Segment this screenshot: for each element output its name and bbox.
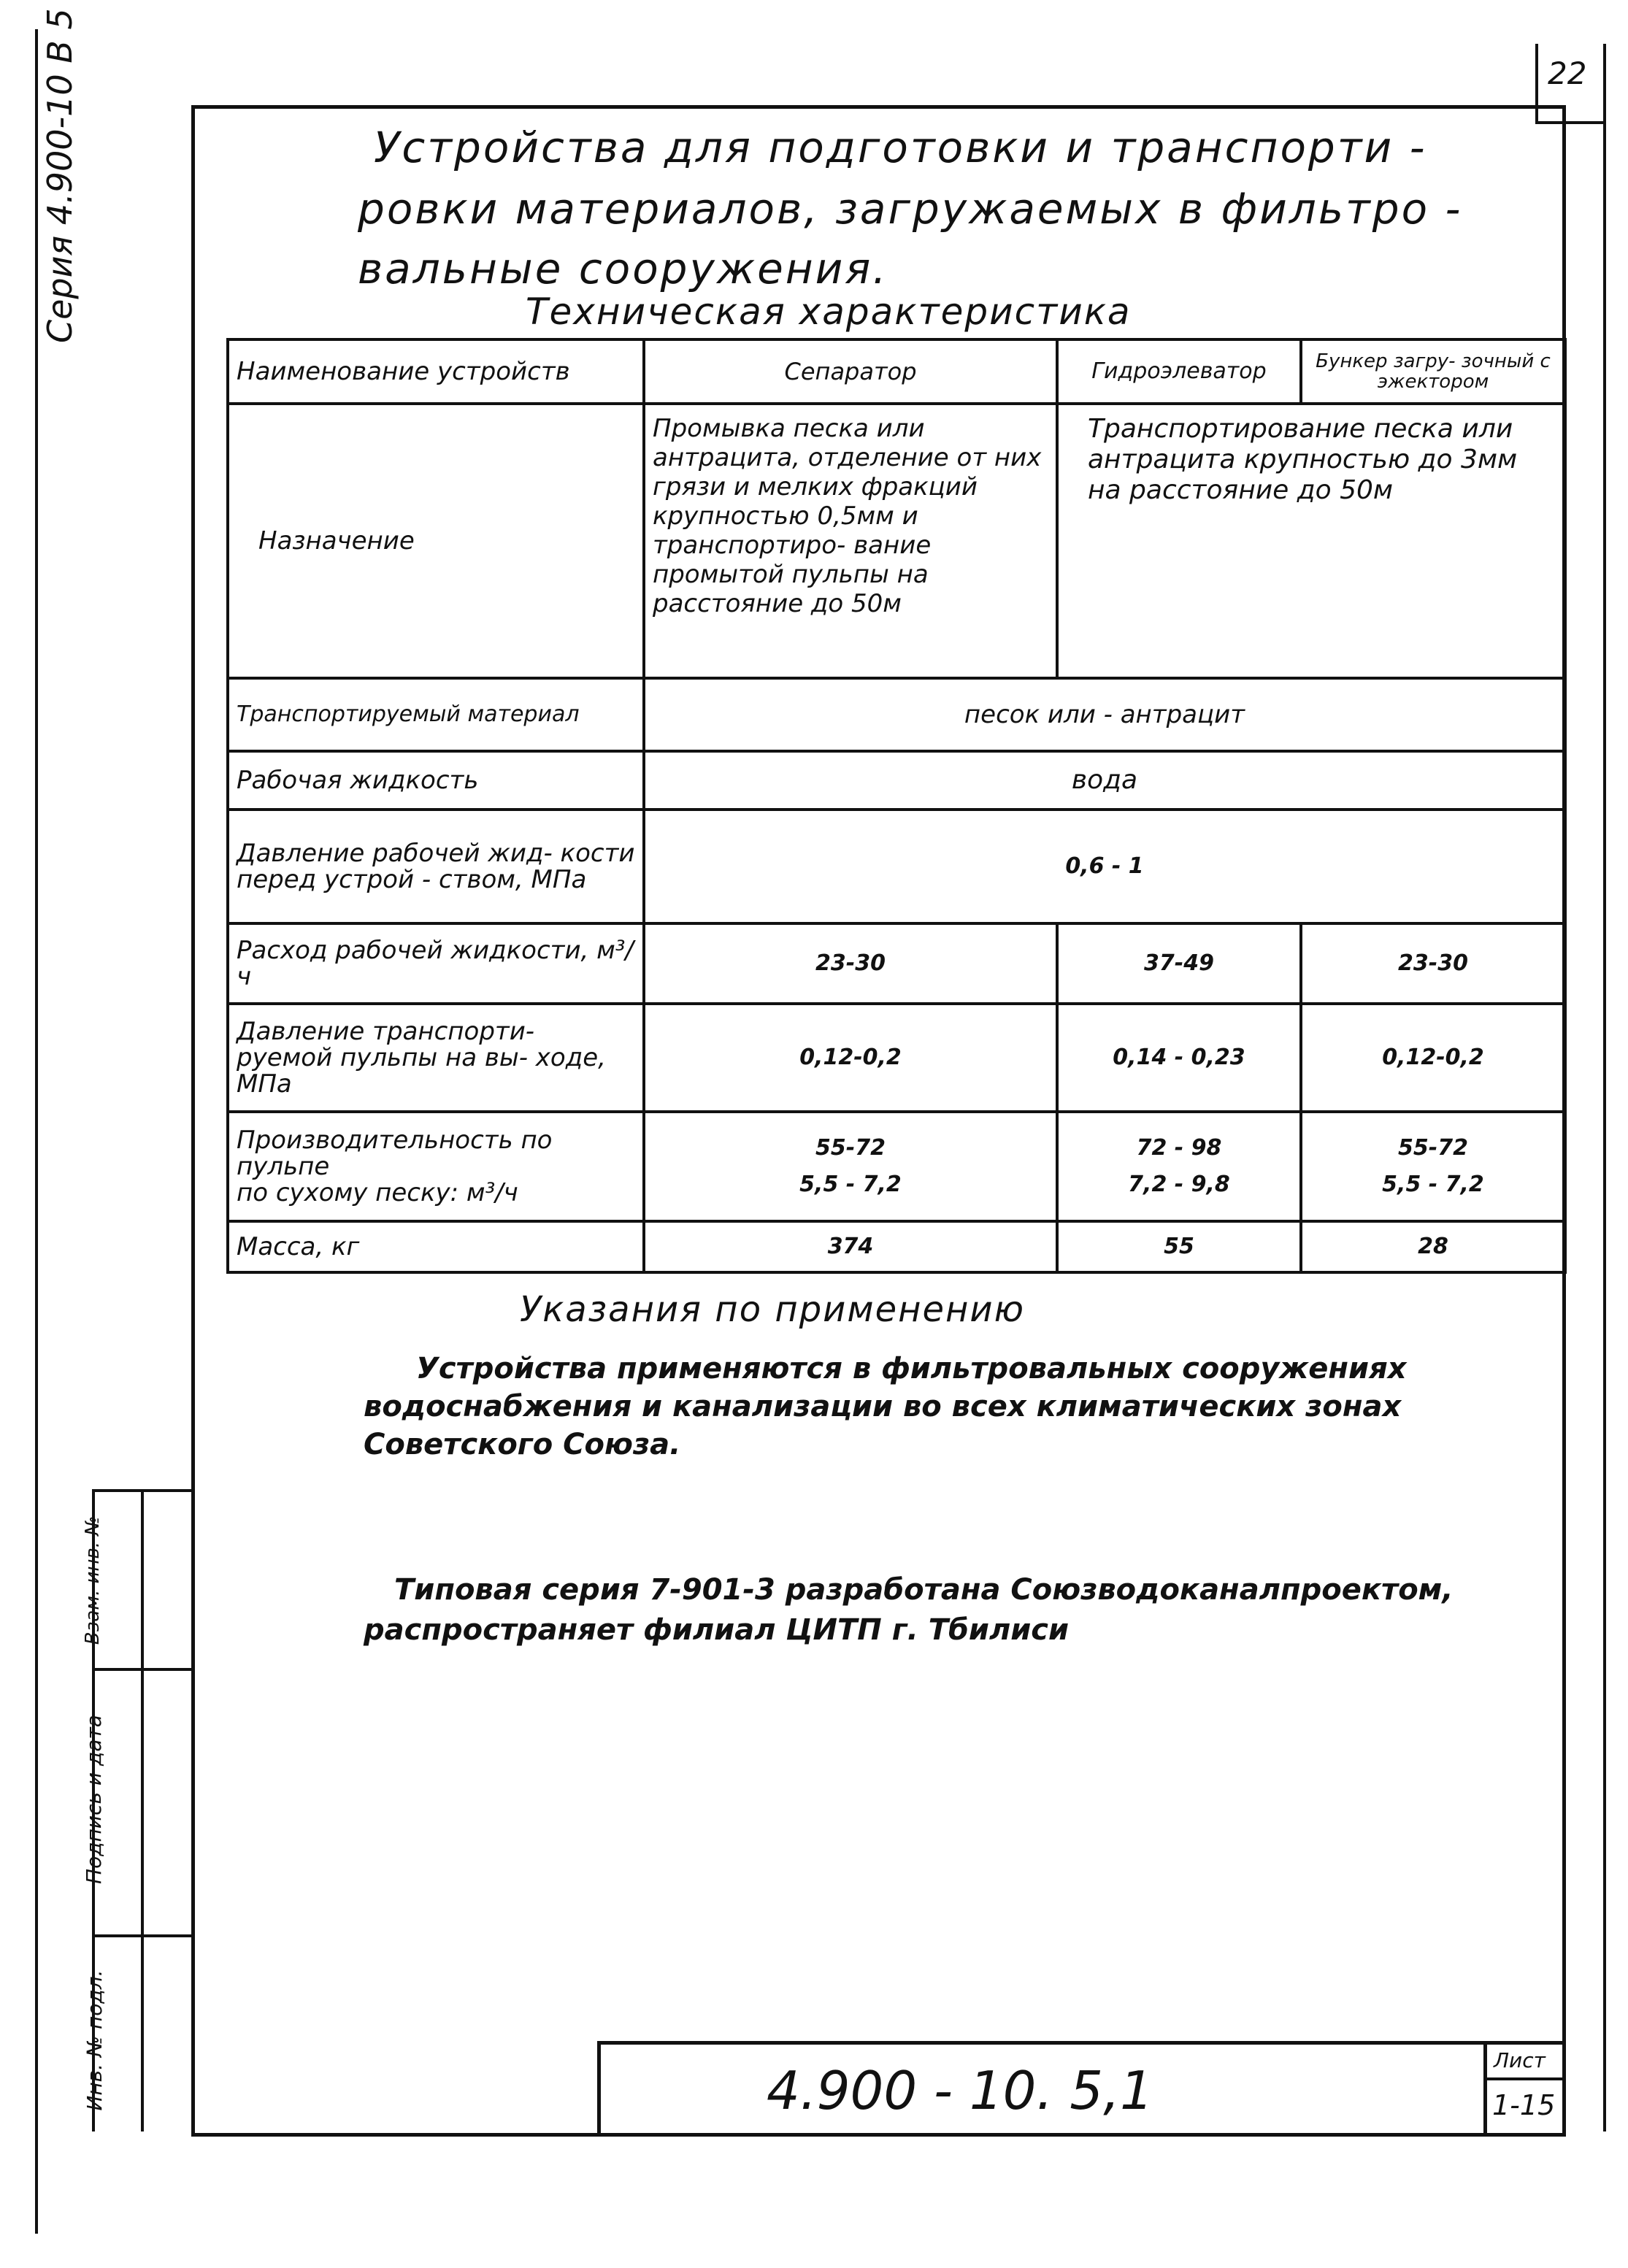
pressure-in-row — [228, 810, 1565, 923]
purpose-label: Назначение — [228, 404, 644, 678]
frame-left — [191, 105, 195, 2136]
instructions-line-2: водоснабжения и канализации во всех климатических зонах — [364, 1390, 1402, 1423]
fluid-label: Рабочая жидкость — [228, 751, 644, 810]
pressure-in-value: 0,6 - 1 — [644, 810, 1565, 923]
flow-bunker: 23-30 — [1301, 923, 1565, 1004]
stamp-signature-date: Подпись и дата — [82, 1715, 106, 1884]
instructions-line-1: Устройства применяются в фильтровальных сооружениях — [416, 1352, 1407, 1385]
pressure-out-bunker: 0,12-0,2 — [1301, 1004, 1565, 1112]
stamp-inv-number: Инв. № подл. — [82, 1969, 107, 2111]
title-block-left — [597, 2041, 601, 2136]
stamp-block-top — [92, 1489, 194, 1492]
header-hydroelevator: Гидроэлеватор — [1057, 339, 1301, 404]
left-edge-line — [35, 29, 38, 2234]
stamp-divider-1 — [92, 1668, 194, 1671]
fluid-value: вода — [644, 751, 1565, 810]
frame-top — [191, 105, 1564, 109]
stamp-divider-2 — [92, 1934, 194, 1937]
pressure-out-hydroelevator: 0,14 - 0,23 — [1057, 1004, 1301, 1112]
productivity-hydroelevator — [1057, 1112, 1301, 1221]
series-margin-label: Серия 4.900-10 В 5 — [40, 8, 80, 343]
instructions-title: Указания по применению — [520, 1289, 1025, 1330]
pressure-in-label: Давление рабочей жид- кости перед устрой - ством, МПа — [228, 810, 644, 923]
purpose-row — [228, 404, 1565, 678]
productivity-label-dry: по сухому песку: м³/ч — [237, 1178, 518, 1207]
material-label: Транспортируемый материал — [228, 678, 644, 751]
fluid-row — [228, 751, 1565, 810]
frame-bottom — [191, 2133, 1566, 2137]
document-code: 4.900 - 10. 5,1 — [767, 2060, 1153, 2121]
table-caption: Техническая характеристика — [526, 291, 1132, 333]
purpose-hydro-bunker: Транспортирование песка или антрацита крупностью до 3мм на расстояние до 50м — [1057, 404, 1565, 678]
mass-row — [228, 1221, 1565, 1272]
title-line-3: вальные сооружения. — [358, 244, 888, 293]
title-line-1: Устройства для подготовки и транспорти - — [374, 123, 1427, 172]
productivity-dry-hydroelevator: 7,2 - 9,8 — [1128, 1172, 1230, 1197]
productivity-label-pulp: Производительность по пульпе — [237, 1126, 553, 1181]
sheet-cell-left — [1483, 2041, 1487, 2136]
title-block-top — [597, 2041, 1565, 2045]
productivity-pulp-hydroelevator: 72 - 98 — [1136, 1135, 1222, 1161]
note-line-2: распространяет филиал ЦИТП г. Тбилиси — [364, 1613, 1070, 1647]
table-header-row — [228, 339, 1565, 404]
sheet-cell-divider — [1483, 2077, 1564, 2080]
header-device-name: Наименование устройств — [228, 339, 644, 404]
note-line-1: Типовая серия 7-901-3 разработана Союзводоканалпроектом, — [394, 1573, 1454, 1607]
productivity-dry-separator: 5,5 - 7,2 — [799, 1172, 902, 1197]
mass-hydroelevator: 55 — [1057, 1221, 1301, 1272]
mass-label: Масса, кг — [228, 1221, 644, 1272]
title-line-2: ровки материалов, загружаемых в фильтро - — [358, 184, 1463, 234]
header-separator: Сепаратор — [644, 339, 1057, 404]
productivity-bunker — [1301, 1112, 1565, 1221]
productivity-dry-bunker: 5,5 - 7,2 — [1382, 1172, 1484, 1197]
flow-hydroelevator: 37-49 — [1057, 923, 1301, 1004]
material-value: песок или - антрацит — [644, 678, 1565, 751]
productivity-label — [228, 1112, 644, 1221]
productivity-separator — [644, 1112, 1057, 1221]
instructions-line-3: Советского Союза. — [364, 1428, 681, 1461]
page-number-underline — [1535, 121, 1606, 124]
right-edge-line — [1603, 124, 1606, 2131]
sheet-label: Лист — [1494, 2048, 1546, 2072]
flow-label: Расход рабочей жидкости, м³/ч — [228, 923, 644, 1004]
pressure-out-separator: 0,12-0,2 — [644, 1004, 1057, 1112]
mass-bunker: 28 — [1301, 1221, 1565, 1272]
stamp-replacement-inv: Взам. инв. № — [82, 1515, 104, 1645]
pressure-out-row — [228, 1004, 1565, 1112]
flow-row — [228, 923, 1565, 1004]
productivity-pulp-bunker: 55-72 — [1398, 1135, 1468, 1161]
productivity-pulp-separator: 55-72 — [815, 1135, 886, 1161]
pressure-out-label: Давление транспорти- руемой пульпы на вы- ходе, МПа — [228, 1004, 644, 1112]
page-number: 22 — [1548, 55, 1587, 91]
top-right-frame-line-2 — [1603, 44, 1606, 124]
productivity-row — [228, 1112, 1565, 1221]
technical-specification-table — [226, 338, 1567, 1274]
header-bunker: Бункер загру- зочный с эжектором — [1301, 339, 1565, 404]
stamp-block-inner-line — [141, 1489, 144, 2131]
top-right-frame-line — [1535, 44, 1538, 124]
purpose-separator: Промывка песка или антрацита, отделение от них грязи и мелких фракций крупностью 0,5мм и транспортиро- вание промытой пульпы на расстояние до 50м — [644, 404, 1057, 678]
material-row — [228, 678, 1565, 751]
mass-separator: 374 — [644, 1221, 1057, 1272]
flow-separator: 23-30 — [644, 923, 1057, 1004]
sheet-number: 1-15 — [1492, 2089, 1556, 2121]
